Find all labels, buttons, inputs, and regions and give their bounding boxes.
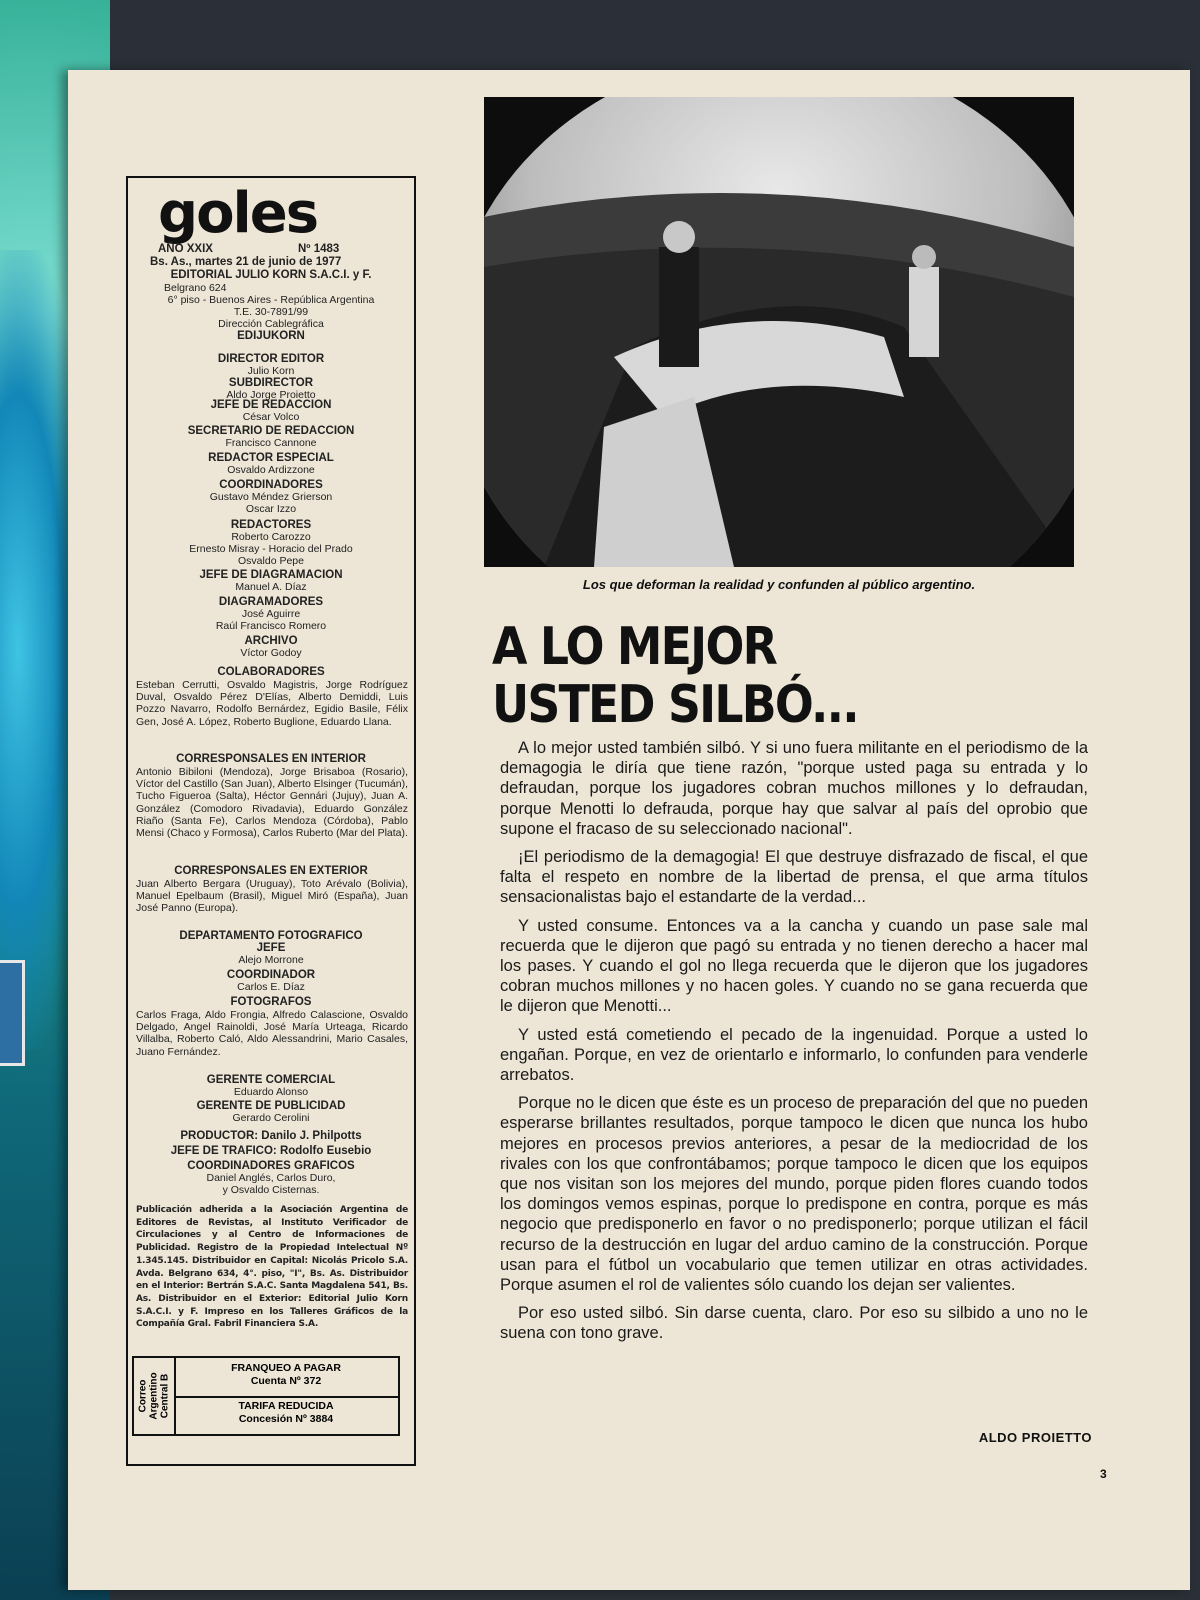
article-body — [500, 738, 1088, 1352]
cover-card-corner — [0, 960, 25, 1066]
staff-name: Julio Korn — [247, 365, 295, 377]
postal-franqueo: FRANQUEO A PAGAR — [231, 1362, 341, 1374]
interior-list: Antonio Bibiloni (Mendoza), Jorge Brisaboa (Rosario), Víctor del Castillo (San Juan), Alberto Elsinger (Tucumán), Tucho Figueroa (Salta), Héctor Gennári (Jujuy), Juan A. González (Comodoro Rivadavia), Eduardo González Riaño (Santa Fe), Carlos Mendoza (Córdoba), Pablo Mensi (Chaco y Formosa), Carlos Ruberto (Mar del Plata). — [136, 766, 408, 840]
fotografos-label: FOTOGRAFOS — [230, 996, 312, 1008]
gerente-publicidad-name: Gerardo Cerolini — [232, 1112, 310, 1124]
staff-name: Víctor Godoy — [240, 647, 302, 659]
article-author: ALDO PROIETTO — [978, 1430, 1092, 1445]
photo-caption: Los que deforman la realidad y confunden al público argentino. — [582, 577, 976, 592]
colaboradores-list: Esteban Cerrutti, Osvaldo Magistris, Jorge Rodríguez Duval, Osvaldo Pérez D'Elías, Alberto Demiddi, Luis Pozzo Navarro, Rodolfo Bernárdez, Egidio Basile, Félix Gen, José A. López, Roberto Buglione, Eduardo Llana. — [136, 679, 408, 728]
staff-role: COORDINADORES — [219, 479, 323, 491]
postal-tarifa: TARIFA REDUCIDA — [238, 1400, 334, 1412]
colaboradores-label: COLABORADORES — [217, 666, 325, 678]
staff-role: DIRECTOR EDITOR — [217, 353, 325, 365]
staff-role: DIAGRAMADORES — [218, 596, 324, 608]
article-paragraph: Y usted consume. Entonces va a la cancha y cuando un pase sale mal recuerda que le dijeron que pagó su entrada y no tienen derecho a hacer mal los pases. Y cuando el gol no llega recuerda que le dijeron que los jugadores cobran muchos millones y no hacen goles. Y cuando no se gana recuerda que le dijeron que Menotti... — [500, 916, 1088, 1016]
trafico-line: JEFE DE TRAFICO: Rodolfo Eusebio — [170, 1145, 372, 1157]
foto-department-label: DEPARTAMENTO FOTOGRAFICO — [179, 930, 363, 942]
article-title-line: A LO MEJOR — [492, 617, 777, 677]
foto-jefe-name: Alejo Morrone — [238, 954, 304, 966]
staff-name: Aldo Jorge Proietto — [226, 389, 316, 401]
postal-franqueo-cell — [174, 1358, 398, 1398]
publisher-phone: T.E. 30-7891/99 — [233, 306, 309, 318]
graficos-names: y Osvaldo Cisternas. — [222, 1184, 320, 1196]
foto-coord-label: COORDINADOR — [226, 969, 316, 981]
staff-role: SECRETARIO DE REDACCION — [187, 425, 355, 437]
postal-tarifa-cell — [174, 1396, 398, 1434]
cable-label: Dirección Cablegráfica — [218, 318, 324, 330]
staff-name: César Volco — [242, 411, 300, 423]
article-paragraph: Por eso usted silbó. Sin darse cuenta, claro. Por eso su silbido a uno no le suena con tono grave. — [500, 1304, 1088, 1343]
staff-role: SUBDIRECTOR — [228, 377, 314, 389]
article-photo — [484, 97, 1074, 567]
publisher-name: EDITORIAL JULIO KORN S.A.C.I. y F. — [170, 269, 372, 281]
gerente-comercial-name: Eduardo Alonso — [233, 1086, 309, 1098]
staff-name: Osvaldo Pepe — [238, 555, 304, 567]
staff-name: Raúl Francisco Romero — [215, 620, 327, 632]
staff-role: ARCHIVO — [244, 635, 298, 647]
cable-address: EDIJUKORN — [237, 330, 305, 342]
article-paragraph: A lo mejor usted también silbó. Y si uno fuera militante en el periodismo de la demagogia le diría que tiene razón, "porque usted paga su entrada y lo defraudan, porque los jugadores cobran muchos millones y lo defraudan, porque Menotti lo defrauda, porque hay que salvar al país del oprobio que supone el fracaso de su seleccionado nacional". — [500, 739, 1088, 838]
postal-vertical-cell — [134, 1358, 176, 1434]
masthead-logo: goles — [158, 181, 318, 246]
gerente-publicidad-label: GERENTE DE PUBLICIDAD — [196, 1100, 346, 1112]
staff-role: JEFE DE REDACCION — [210, 399, 332, 411]
staff-role: REDACTOR ESPECIAL — [208, 452, 334, 464]
exterior-label: CORRESPONSALES EN EXTERIOR — [174, 865, 368, 877]
masthead-box — [126, 176, 416, 1466]
staff-name: Oscar Izzo — [245, 503, 297, 515]
fotografos-list: Carlos Fraga, Aldo Frongia, Alfredo Calascione, Osvaldo Delgado, Angel Rainoldi, José María Urteaga, Ricardo Villalba, Roberto Caló, Aldo Alessandrini, Mario Casales, Juano Fernández. — [136, 1009, 408, 1058]
postal-vertical-line: Central B — [159, 1373, 171, 1419]
exterior-list: Juan Alberto Bergara (Uruguay), Toto Arévalo (Bolivia), Manuel Epelbaum (Brasil), Miguel Miró (España), Juan José Panno (Europa). — [136, 878, 408, 915]
postal-vertical-line: Correo — [137, 1379, 149, 1413]
graficos-label: COORDINADORES GRAFICOS — [187, 1160, 355, 1172]
staff-name: Francisco Cannone — [225, 437, 317, 449]
staff-role: REDACTORES — [230, 519, 312, 531]
gerente-comercial-label: GERENTE COMERCIAL — [206, 1074, 336, 1086]
staff-name: José Aguirre — [241, 608, 301, 620]
staff-name: Gustavo Méndez Grierson — [209, 491, 333, 503]
article-title-line: USTED SILBÓ... — [492, 675, 858, 735]
issue-number: Nº 1483 — [298, 243, 340, 255]
article-paragraph: Porque no le dicen que éste es un proceso de preparación del que no pueden esperarse brillantes resultados, porque tampoco le dicen que nunca los hubo mejores en procesos previos anteriores, a pesar de la mediocridad de los rivales con los que confrontábamos; porque tampoco le dicen que los equipos que nos visitan son los mejores del mundo, porque piden flores cuando todos los domingos vemos espinas, porque lo predispone en contra, porque es más negocio que predisponerlo en favor o no predisponerlo; porque utilizan el fácil recurso de la destrucción en lugar del arduo camino de la construcción. Porque usan para el fútbol un vocabulario que temen utilizar en otras actividades. Porque asumen el rol de valientes sólo cuando los dejan ser valientes. — [500, 1094, 1088, 1295]
article-title — [492, 618, 858, 734]
article-paragraph: ¡El periodismo de la demagogia! El que destruye disfrazado de fiscal, el que falta el respeto en nombre de la libertad de prensa, el que arma títulos sensacionalistas bajo el estandarte de la verdad... — [500, 848, 1088, 907]
postal-concesion: Concesión Nº 3884 — [238, 1413, 334, 1425]
staff-name: Manuel A. Díaz — [235, 581, 307, 593]
issue-year: AÑO XXIX — [158, 243, 213, 255]
interior-label: CORRESPONSALES EN INTERIOR — [176, 753, 366, 765]
staff-role: JEFE DE DIAGRAMACION — [199, 569, 343, 581]
graficos-names: Daniel Anglés, Carlos Duro, — [206, 1172, 336, 1184]
issue-date: Bs. As., martes 21 de junio de 1977 — [150, 256, 342, 268]
staff-name: Osvaldo Ardizzone — [227, 464, 315, 476]
productor-line: PRODUCTOR: Danilo J. Philpotts — [180, 1130, 362, 1142]
staff-name: Ernesto Misray - Horacio del Prado — [189, 543, 353, 555]
article-paragraph: Y usted está cometiendo el pecado de la ingenuidad. Porque a usted lo engañan. Porque, en vez de orientarlo e informarlo, lo confunden para venderle arrebatos. — [500, 1025, 1088, 1085]
foto-jefe-label: JEFE — [256, 942, 286, 954]
publisher-address-2: 6° piso - Buenos Aires - República Argentina — [167, 294, 375, 306]
postal-cuenta: Cuenta Nº 372 — [250, 1375, 322, 1387]
postal-vertical-text — [138, 1372, 171, 1419]
postal-vertical-line: Argentino — [148, 1372, 160, 1420]
publisher-address-1: Belgrano 624 — [164, 282, 227, 294]
staff-name: Roberto Carozzo — [231, 531, 311, 543]
legal-notice: Publicación adherida a la Asociación Argentina de Editores de Revistas, al Instituto Verificador de Circulaciones y al Centro de Informaciones de Publicidad. Registro de la Propiedad Intelectual Nº 1.345.145. Distribuidor en Capital: Nicolás Pricolo S.A. Avda. Belgrano 634, 4°. piso, "I", Bs. As. Distribuidor en el Interior: Bertrán S.A.C. Santa Magdalena 541, Bs. As. Distribuidor en el Exterior: Editorial Julio Korn S.A.C.I. y F. Impreso en los Talleres Gráficos de la Compañía Gral. Fabril Financiera S.A. — [136, 1205, 408, 1330]
foto-coord-name: Carlos E. Díaz — [237, 981, 305, 993]
page-number: 3 — [1100, 1467, 1107, 1481]
fisheye-stadium-photo — [484, 97, 1074, 567]
postal-box — [132, 1356, 400, 1436]
